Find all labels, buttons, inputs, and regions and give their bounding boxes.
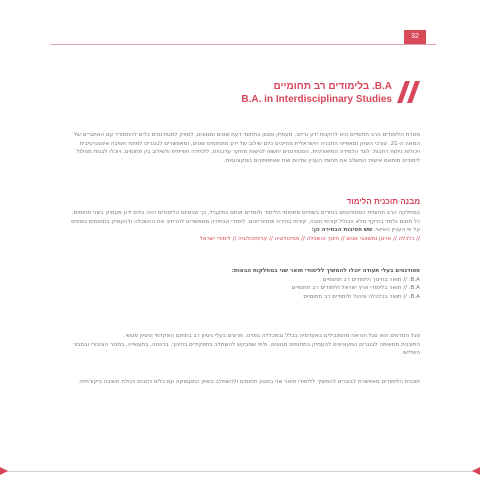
intro-paragraph: מטרת הלימודים הרב תחומיים היא להקנות ידע נרחב, מעמיק ומגוון בתחומי דעת שונים ומגוונים, לספק לסטודנטים כלים להתמודד עם האתגרים של המאה ה-21. צורכי השוק ומאפייני החברה הישראלית מחייבים כיום שילוב של ידע מתחומים שונים, ומאפשרים לבוגרים לפתח חשיבה אינטגרטיבית ויכולות ניתוח רחבות. לצד הלמידה התיאורטית, הסטודנטים יחשפו לגישות מחקר עדכניות, ללמידה חווייתית ולשילוב בין תחומים, ויוכלו לבנות מסלול לימודים מותאם אישית המשלב את תחומי העניין שלהם ואת שאיפותיהם המקצועיות. xyxy=(73,132,420,164)
structure-bold: שש חטיבות הבחירה הן: xyxy=(311,227,373,234)
list-intro: סטודנטים בעלי תעודה יוכלו להמשיך ללימודי תואר שני במחלקות הבאות: xyxy=(231,268,420,274)
title-hebrew: B.A. בלימודים רב תחומיים xyxy=(273,81,392,92)
faculty-paragraph: סגל המרצים הוא סגל הוראה מהמובילים באקדמיה בכלל ובמכללה בפרט. מרצים בעלי ניסיון רב בתחום האקדמי וניסיון מעשי. התוכנית מתאימה לבוגרים המעוניינים להעמיק בתחומים מגוונים, ולמי שמבקש להשתלב בתפקידים בחינוך, ברווחה, בתעשייה, במגזר הציבורי ובמגזר השלישי. xyxy=(73,333,420,357)
bottom-divider xyxy=(4,471,476,472)
title-block xyxy=(92,80,392,106)
crop-mark-icon xyxy=(472,467,480,475)
closing-paragraph: תוכנית הלימודים מאפשרת לבוגרים להמשיך ללימודי תואר שני במגוון תחומים ולהשתלב בשוק התעסוקה עם כלים רחבים ויכולת חשיבה ביקורתית. xyxy=(78,379,420,385)
degree-list xyxy=(64,267,420,301)
list-item: B.A. // תואר בחינוך ולימודים רב תחומיים xyxy=(322,276,420,283)
structure-paragraph: במחלקה הרב תחומית הסטודנטים בוחרים בשתיים מתחומי הלימוד ולומדים אותם במקביל, כך שבסיום הלימודים יהיה בידם ידע מעמיק בשני תחומים. כל תחום נלמד בהיקף מלא הכולל קורסי חובה, קורסי בחירה וסמינריונים. לימודי הבחירה מאפשרים להרחיב את ההשכלה ולהעמיק בתחומים נוספים על פי העניין האישי. שש חטיבות הבחירה הן: // כלכלה // ארגון ומשאבי אנוש // חינוך והשכלה // פסיכולוגיה // קרימינולוגיה // לימודי ישראל xyxy=(64,209,420,243)
tracks-line: // כלכלה // ארגון ומשאבי אנוש // חינוך והשכלה // פסיכולוגיה // קרימינולוגיה // לימודי ישראל xyxy=(199,235,420,242)
page-number-badge: 32 xyxy=(404,30,426,44)
top-divider xyxy=(50,44,436,45)
double-slash-icon xyxy=(396,79,422,105)
list-item: B.A. // תואר בכלכלה וניהול ולימודים רב תחומיים xyxy=(303,293,420,300)
list-item: B.A. // תואר בלימודי ארץ ישראל ולימודים רב תחומיים xyxy=(291,285,420,292)
title-english: B.A. in Interdisciplinary Studies xyxy=(241,94,392,105)
section-heading: מבנה תוכנית הלימוד xyxy=(346,197,420,206)
crop-mark-icon xyxy=(0,467,8,475)
